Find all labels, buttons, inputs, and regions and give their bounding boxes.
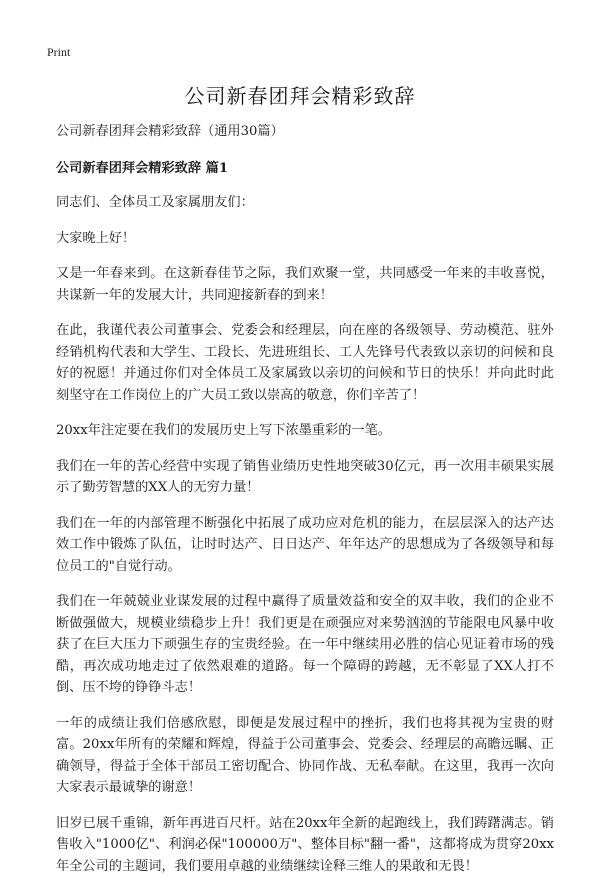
- paragraph: 在此，我谨代表公司董事会、党委会和经理层，向在座的各级领导、劳动模范、驻外经销机构代表和大学生、工段长、先进班组长、工人先锋号代表致以亲切的问候和良好的祝愿！并通过你们对全体员工及家属致以亲切的问候和节日的快乐！并向此时此刻坚守在工作岗位上的广大员工致以崇高的敬意，你们辛苦了！: [56, 323, 554, 403]
- print-label: Print: [47, 45, 71, 59]
- document-body: [56, 121, 554, 891]
- section-heading: 公司新春团拜会精彩致辞 篇1: [56, 160, 229, 176]
- paragraph: 我们在一年的内部管理不断强化中拓展了成功应对危机的能力，在层层深入的达产达效工作中锻炼了队伍，让时时达产、日日达产、年年达产的思想成为了各级领导和每位员工的"自觉行动。: [56, 515, 554, 574]
- paragraph-salutation: 大家晚上好！: [56, 230, 136, 246]
- paragraph: 20xx年注定要在我们的发展历史上写下浓墨重彩的一笔。: [56, 423, 391, 438]
- document-title: 公司新春团拜会精彩致辞: [184, 84, 416, 108]
- paragraph-greeting: 同志们、全体员工及家属朋友们：: [56, 195, 254, 210]
- paragraph: 我们在一年的苦心经营中实现了销售业绩历史性地突破30亿元，再一次用丰硕果实展示了勤劳智慧的XX人的无穷力量！: [56, 458, 554, 495]
- document-subtitle: 公司新春团拜会精彩致辞（通用30篇）: [56, 124, 284, 139]
- paragraph: 又是一年春来到。在这新春佳节之际，我们欢聚一堂，共同感受一年来的丰收喜悦，共谋新一年的发展大计，共同迎接新春的到来！: [56, 266, 554, 303]
- paragraph: 旧岁已展千重锦，新年再进百尺杆。站在20xx年全新的起跑线上，我们踌躇满志。销售收入"1000亿"、利润必保"100000万"、整体目标"翻一番"，这都将成为贯穿20xx年全公司的主题词，我们要用卓越的业绩继续诠释三维人的果敢和无畏！: [56, 815, 554, 874]
- paragraph: 一年的成绩让我们倍感欣慰，即便是发展过程中的挫折，我们也将其视为宝贵的财富。20xx年所有的荣耀和辉煌，得益于公司董事会、党委会、经理层的高瞻远瞩、正确领导，得益于全体干部员工密切配合、协同作战、无私奉献。在这里，我再一次向大家表示最诚挚的谢意！: [56, 715, 554, 795]
- paragraph: 我们在一年兢兢业业谋发展的过程中赢得了质量效益和安全的双丰收，我们的企业不断做强做大，规模业绩稳步上升！我们更是在顽强应对来势汹汹的节能限电风暴中收获了在巨大压力下顽强生存的宝贵经验。在一年中继续用必胜的信心见证着市场的残酷，再次成功地走过了依然艰难的道路。每一个障碍的跨越，无不彰显了XX人打不倒、压不垮的铮铮斗志！: [56, 594, 554, 695]
